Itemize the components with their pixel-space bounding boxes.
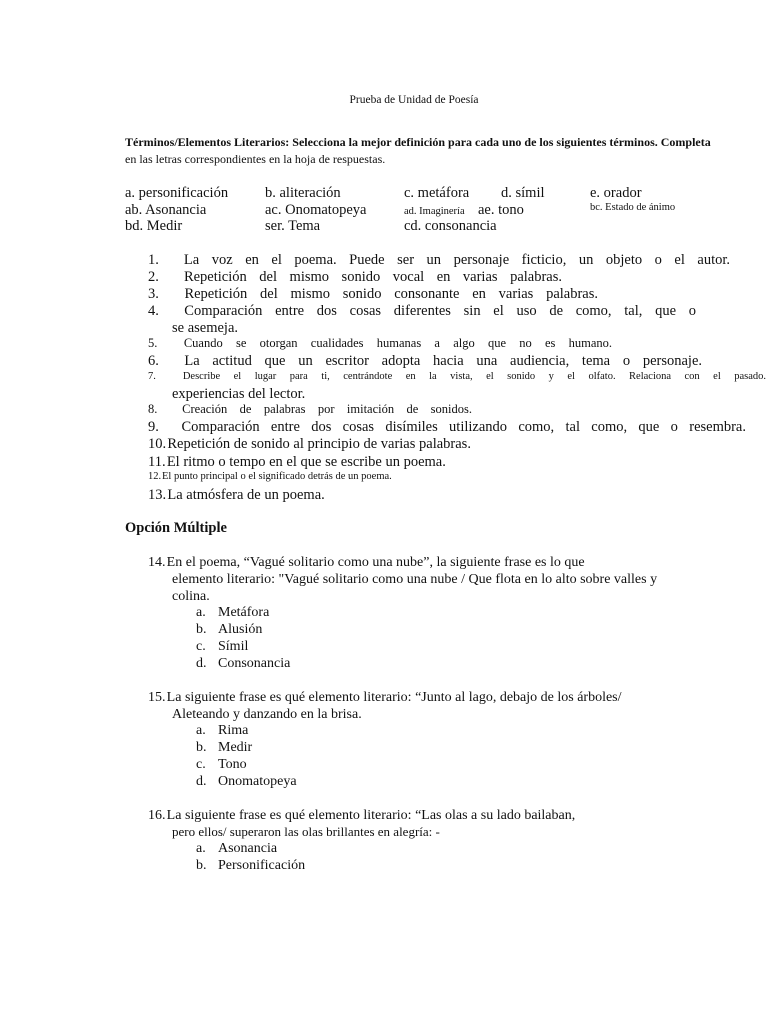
term: ac. Onomatopeya (265, 202, 367, 218)
term: ad. Imaginería (404, 206, 465, 217)
item-number: 13. (148, 487, 167, 503)
list-item (148, 303, 696, 320)
list-item (148, 336, 612, 351)
item-number: 12. (148, 471, 162, 482)
term: c. metáfora (404, 185, 470, 201)
option-text: Alusión (218, 622, 263, 637)
term: bc. Estado de ánimo (590, 202, 676, 213)
term: ab. Asonancia (125, 202, 207, 218)
item-text: Repetición del mismo sonido consonante en varias palabras. (184, 286, 599, 302)
item-number: 5. (148, 336, 158, 350)
option-letter: c. (196, 639, 206, 654)
term: e. orador (590, 185, 642, 201)
instructions-bold: Términos/Elementos Literarios: Selecciona la mejor definición para cada uno de los siguientes términos. Completa (125, 135, 711, 149)
term: cd. consonancia (404, 218, 497, 234)
item-number: 10. (148, 436, 167, 452)
option-letter: c. (196, 757, 206, 772)
option-text: Rima (218, 723, 249, 738)
option-text: Asonancia (218, 841, 278, 856)
item-text: Creación de palabras por imitación de sonidos. (182, 402, 472, 416)
question-line (148, 554, 585, 571)
term: bd. Medir (125, 218, 183, 234)
question-number: 16. (148, 808, 166, 823)
option-text: Personificación (218, 858, 306, 873)
question-line: Aleteando y danzando en la brisa. (172, 707, 362, 722)
list-item (148, 252, 730, 269)
item-text: El punto principal o el significado detrás de un poema. (162, 471, 392, 482)
item-text: Cuando se otorgan cualidades humanas a algo que no es humano. (183, 336, 613, 350)
question-line: pero ellos/ superaron las olas brillantes en alegría: - (172, 824, 440, 839)
option-text: Tono (218, 757, 247, 772)
option-text: Onomatopeya (218, 774, 297, 789)
term: ae. tono (478, 202, 524, 218)
question-number: 15. (148, 690, 166, 705)
question-text: La siguiente frase es qué elemento literario: “Junto al lago, debajo de los árboles/ (166, 690, 622, 705)
list-item (148, 471, 392, 482)
list-item (148, 402, 472, 417)
list-item (148, 487, 325, 504)
option-letter: d. (196, 774, 207, 789)
list-item (148, 436, 471, 453)
instructions (125, 134, 745, 168)
item-number: 8. (148, 402, 158, 416)
list-item-continuation: se asemeja. (172, 320, 239, 336)
item-number: 9. (148, 419, 159, 435)
option-letter: a. (196, 841, 206, 856)
item-text: La actitud que un escritor adopta hacia una audiencia, tema o personaje. (184, 353, 703, 369)
list-item (148, 269, 562, 286)
question-line (148, 689, 622, 706)
option-letter: b. (196, 740, 207, 755)
item-text: Repetición de sonido al principio de varias palabras. (167, 436, 471, 452)
section-heading: Opción Múltiple (125, 520, 227, 536)
option-letter: d. (196, 656, 207, 671)
list-item (148, 353, 702, 370)
page-title: Prueba de Unidad de Poesía (349, 94, 479, 106)
option-letter: a. (196, 605, 206, 620)
list-item (148, 286, 598, 303)
item-number: 11. (148, 454, 166, 470)
item-text: Repetición del mismo sonido vocal en varias palabras. (183, 269, 563, 285)
item-text: La atmósfera de un poema. (167, 487, 325, 503)
instructions-text: en las letras correspondientes en la hoja de respuestas. (125, 152, 386, 166)
option-text: Símil (218, 639, 249, 654)
list-item (148, 371, 766, 382)
question-text: En el poema, “Vagué solitario como una nube”, la siguiente frase es lo que (166, 555, 585, 570)
item-text: Comparación entre dos cosas disímiles utilizando como, tal como, que o resembra. (181, 419, 746, 435)
term: ser. Tema (265, 218, 321, 234)
list-item (148, 454, 446, 471)
question-number: 14. (148, 555, 166, 570)
question-line (148, 807, 575, 824)
option-letter: a. (196, 723, 206, 738)
item-number: 4. (148, 303, 159, 319)
question-line: colina. (172, 589, 210, 604)
option-text: Metáfora (218, 605, 270, 620)
list-item (148, 419, 746, 436)
item-number: 3. (148, 286, 159, 302)
option-letter: b. (196, 622, 207, 637)
item-text: El ritmo o tempo en el que se escribe un poema. (166, 454, 446, 470)
term: b. aliteración (265, 185, 341, 201)
list-item-continuation: experiencias del lector. (172, 386, 306, 402)
item-number: 2. (148, 269, 159, 285)
item-number: 6. (148, 353, 159, 369)
item-text: Describe el lugar para ti, centrándote en la vista, el sonido y el olfato. Relaciona con el pasado. (182, 371, 766, 382)
term: a. personificación (125, 185, 229, 201)
item-text: Comparación entre dos cosas diferentes sin el uso de como, tal, que o (184, 303, 696, 319)
question-text: La siguiente frase es qué elemento literario: “Las olas a su lado bailaban, (166, 808, 576, 823)
item-number: 1. (148, 252, 159, 268)
question-line: elemento literario: "Vagué solitario como una nube / Que flota en lo alto sobre valles y (172, 572, 658, 587)
term: d. símil (501, 185, 545, 201)
item-text: La voz en el poema. Puede ser un personaje ficticio, un objeto o el autor. (183, 252, 731, 268)
option-text: Consonancia (218, 656, 291, 671)
option-text: Medir (218, 740, 253, 755)
item-number: 7. (148, 371, 156, 382)
option-letter: b. (196, 858, 207, 873)
